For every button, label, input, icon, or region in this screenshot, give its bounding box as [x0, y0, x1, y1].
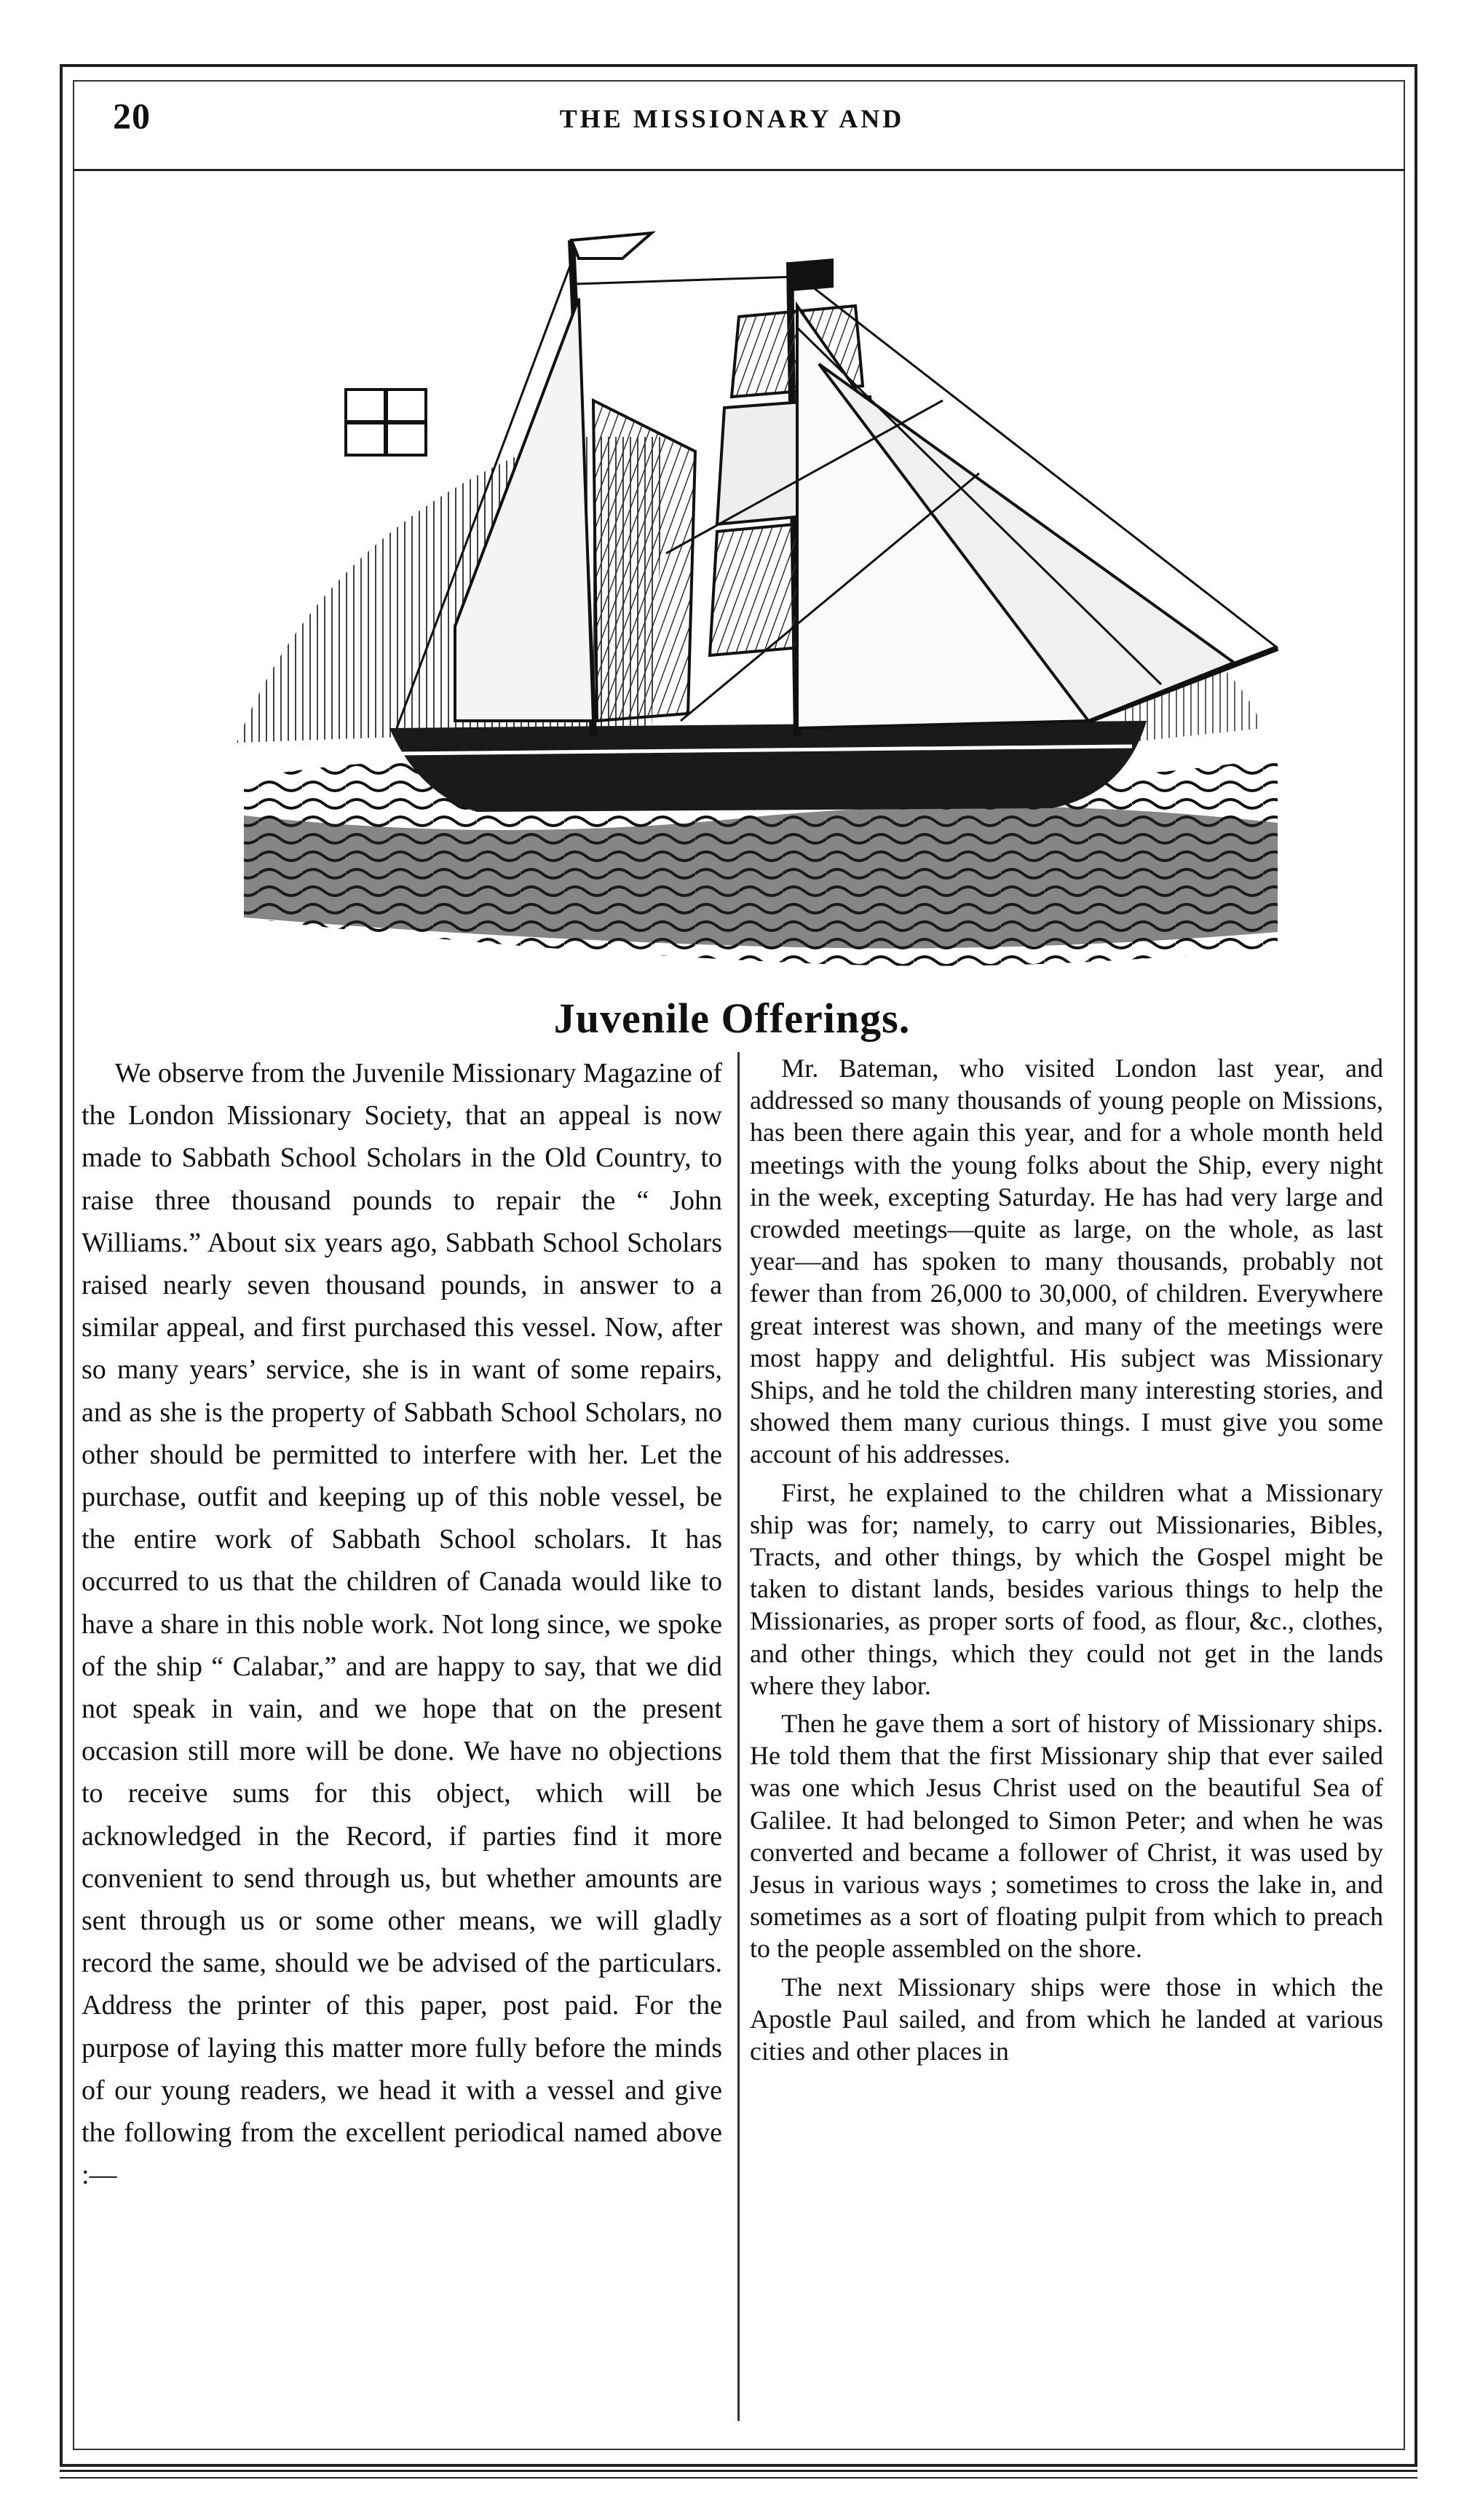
article-right-column — [750, 1052, 1383, 2421]
paragraph: We observe from the Juvenile Missionary Magazine of the London Missionary Society, that an appeal is now made to Sabbath School Scholars in the Old Country, to raise three thousand pounds to repair the “ John Williams.” About six years ago, Sabbath School Scholars raised nearly seven thousand pounds, in answer to a similar appeal, and first purchased this vessel. Now, after so many years’ service, she is in want of some repairs, and as she is the property of Sabbath School Scholars, no other should be permitted to interfere with her. Let the purchase, outfit and keeping up of this noble vessel, be the entire work of Sabbath School scholars. It has occurred to us that the children of Canada would like to have a share in this noble work. Not long since, we spoke of the ship “ Calabar,” and are happy to say, that we did not speak in vain, and we hope that on the present occasion still more will be done. We have no objections to receive sums for this object, which will be acknowledged in the Record, if parties find it more convenient to send through us, but whether amounts are sent through us or some other means, we will gladly record the same, should we be advised of the particulars. Address the printer of this paper, post paid. For the purpose of laying this matter more fully before the minds of our young readers, we head it with a vessel and give the following from the excellent periodical named above :— — [82, 1058, 722, 2191]
paragraph: Mr. Bateman, who visited London last year, and addressed so many thousands of young people on Missions, has been there again this year, and for a whole month held meetings with the young folks about the Ship, every night in the week, excepting Saturday. He has had very large and crowded meetings—quite as large, on the whole, as last year—and has spoken to many thousands, probably not fewer than from 26,000 to 30,000, of children. Everywhere great interest was shown, and many of the meetings were most happy and delightful. His subject was Missionary Ships, and he told the children many interesting stories, and showed them many curious things. I must give you some account of his addresses. — [750, 1054, 1383, 1469]
sailing-ship-engraving-icon — [215, 218, 1307, 972]
page-number: 20 — [113, 95, 151, 136]
column-divider — [737, 1052, 740, 2421]
running-title: THE MISSIONARY AND — [559, 104, 905, 133]
paragraph: Then he gave them a sort of history of Missionary ships. He told them that the first Missionary ship that ever sailed was one which Jesus Christ used on the beautiful Sea of Galilee. It had belonged to Simon Peter; and when he was converted and became a follower of Christ, it was used by Jesus in various ways ; sometimes to cross the lake in, and sometimes as a sort of floating pulpit from which to preach to the people assembled on the shore. — [750, 1709, 1383, 1964]
article-title: Juvenile Offerings. — [553, 995, 911, 1042]
article-left-column — [82, 1052, 722, 2421]
footer-rule — [60, 2470, 1417, 2472]
footer-rule — [60, 2477, 1417, 2478]
paragraph: The next Missionary ships were those in which the Apostle Paul sailed, and from which he landed at various cities and other places in — [750, 1972, 1383, 2066]
paragraph: First, he explained to the children what a Missionary ship was for; namely, to carry out Missionaries, Bibles, Tracts, and other things, by which the Gospel might be taken to distant lands, besides various things to help the Missionaries, as proper sorts of food, as flour, &c., clothes, and other things, which they could not get in the lands where they labor. — [750, 1477, 1383, 1700]
header-rule — [73, 169, 1405, 171]
